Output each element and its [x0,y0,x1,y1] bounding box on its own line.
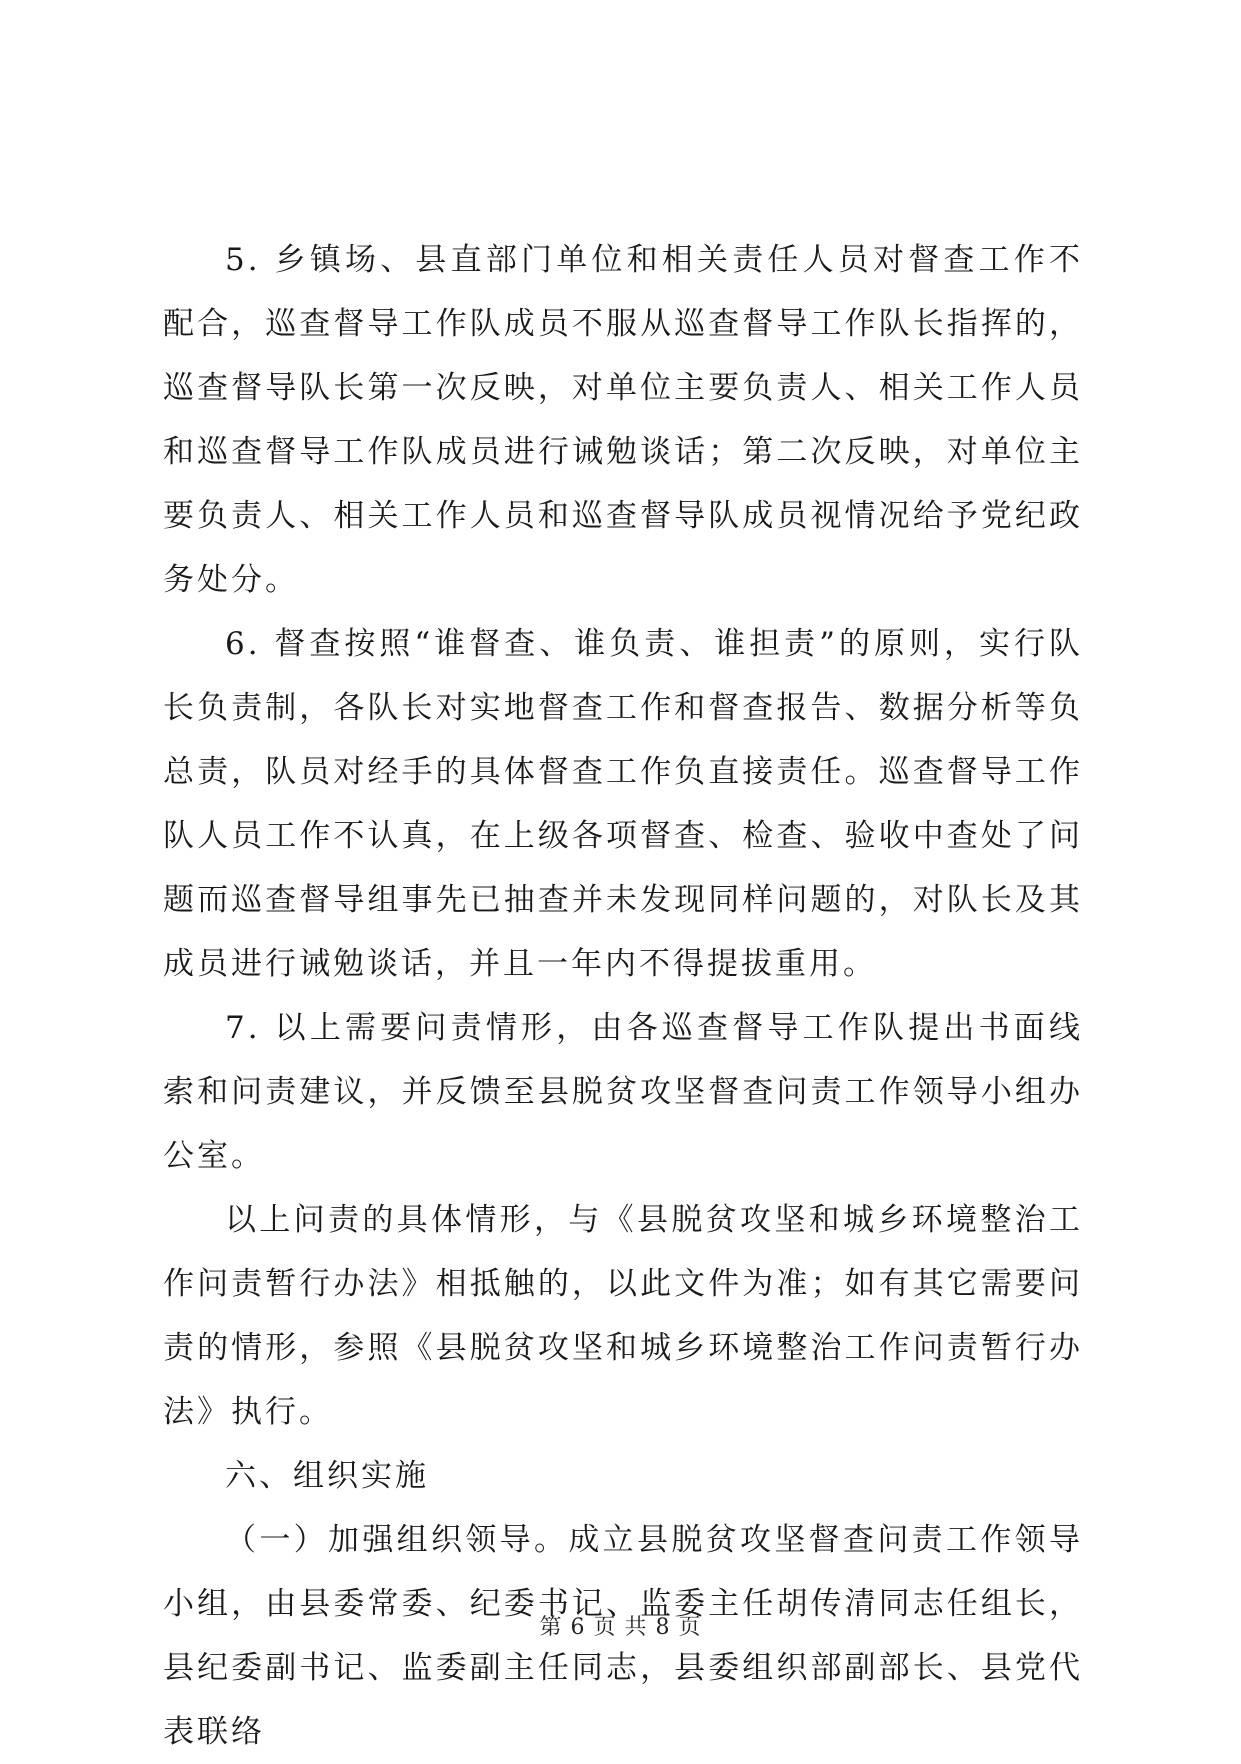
document-body [163,228,1083,1764]
paragraph-conflict-rule: 以上问责的具体情形，与《县脱贫攻坚和城乡环境整治工作问责暂行办法》相抵触的，以此文件为准；如有其它需要问责的情形，参照《县脱贫攻坚和城乡环境整治工作问责暂行办法》执行。 [163,1202,1083,1430]
paragraph-item-7: 7. 以上需要问责情形，由各巡查督导工作队提出书面线索和问责建议，并反馈至县脱贫攻坚督查问责工作领导小组办公室。 [163,1010,1083,1174]
paragraph-item-6: 6. 督查按照“谁督查、谁负责、谁担责”的原则，实行队长负责制，各队长对实地督查工作和督查报告、数据分析等负总责，队员对经手的具体督查工作负直接责任。巡查督导工作队人员工作不认真，在上级各项督查、检查、验收中查处了问题而巡查督导组事先已抽查并未发现同样问题的，对队长及其成员进行诫勉谈话，并且一年内不得提拔重用。 [163,626,1083,982]
section-heading: 六、组织实施 [225,1458,429,1494]
page-footer: 第 6 页 共 8 页 [539,1615,702,1640]
paragraph-item-5: 5. 乡镇场、县直部门单位和相关责任人员对督查工作不配合，巡查督导工作队成员不服从巡查督导工作队长指挥的，巡查督导队长第一次反映，对单位主要负责人、相关工作人员和巡查督导工作队成员进行诫勉谈话；第二次反映，对单位主要负责人、相关工作人员和巡查督导队成员视情况给予党纪政务处分。 [163,242,1083,598]
paragraph-organization-leadership: （一）加强组织领导。成立县脱贫攻坚督查问责工作领导小组，由县委常委、纪委书记、监委主任胡传清同志任组长，县纪委副书记、监委副主任同志，县委组织部副部长、县党代表联络 [163,1522,1083,1750]
